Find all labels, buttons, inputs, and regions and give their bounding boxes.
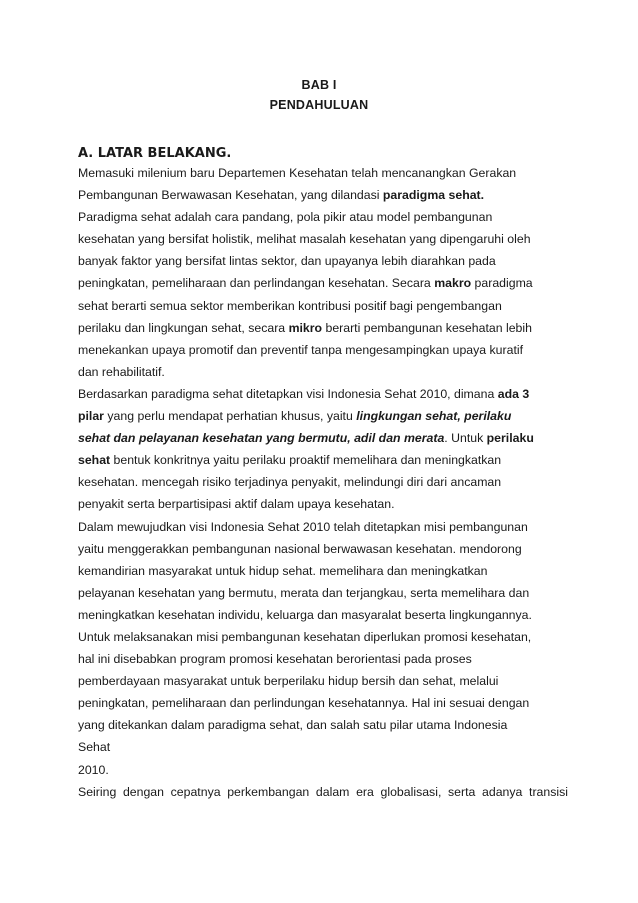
text-line: [78, 560, 568, 582]
text-run: paradigma: [471, 276, 533, 291]
text-run: kemandirian masyarakat untuk hidup sehat. memelihara dan meningkatkan: [78, 563, 488, 578]
text-run: hal ini disebabkan program promosi kesehatan berorientasi pada proses: [78, 652, 472, 667]
text-run: kesehatan. mencegah risiko terjadinya penyakit, melindungi diri dari ancaman: [78, 475, 502, 490]
text-run: Paradigma sehat adalah cara pandang, pola pikir atau model pembangunan: [78, 210, 493, 225]
text-line: [78, 162, 568, 184]
text-line: [78, 361, 568, 383]
text-line: [78, 228, 568, 250]
text-run: Berdasarkan paradigma sehat ditetapkan visi Indonesia Sehat 2010, dimana: [78, 386, 498, 401]
text-line: [78, 626, 568, 648]
text-line: [78, 295, 568, 317]
text-line: [78, 604, 568, 626]
text-run: Sehat: [78, 740, 111, 755]
text-line: [78, 427, 568, 449]
text-run: Untuk melaksanakan misi pembangunan kesehatan diperlukan promosi kesehatan,: [78, 629, 532, 644]
text-line: [78, 692, 568, 714]
text-run: berarti pembangunan kesehatan lebih: [322, 320, 532, 335]
text-line: [78, 471, 568, 493]
text-run: Seiring dengan cepatnya perkembangan dalam era globalisasi, serta adanya transisi: [78, 784, 568, 799]
text-run: meningkatkan kesehatan individu, keluarga dan masyaralat beserta lingkungannya.: [78, 607, 532, 622]
text-run: peningkatan, pemeliharaan dan perlindungan kesehatannya. Hal ini sesuai dengan: [78, 696, 530, 711]
text-run: yaitu menggerakkan pembangunan nasional berwawasan kesehatan. mendorong: [78, 541, 522, 556]
text-line: [78, 493, 568, 515]
text-run: menekankan upaya promotif dan preventif tanpa mengesampingkan upaya kuratif: [78, 342, 524, 357]
text-line: [78, 759, 568, 781]
text-run: yang ditekankan dalam paradigma sehat, dan salah satu pilar utama Indonesia: [78, 718, 508, 733]
text-line: [78, 383, 568, 405]
section-heading: A. LATAR BELAKANG.: [78, 146, 232, 161]
text-run: pemberdayaan masyarakat untuk berperilaku hidup bersih dan sehat, melalui: [78, 674, 499, 689]
emphasized-text: pilar: [78, 409, 104, 424]
emphasized-text: sehat: [78, 453, 111, 468]
text-line: [78, 714, 568, 736]
text-run: Pembangunan Berwawasan Kesehatan, yang dilandasi: [78, 188, 383, 203]
text-line: [78, 405, 568, 427]
emphasized-text: makro: [434, 276, 472, 291]
emphasized-text: perilaku: [486, 431, 534, 446]
emphasized-text: paradigma sehat.: [382, 188, 485, 203]
text-run: pelayanan kesehatan yang bermutu, merata dan terjangkau, serta memelihara dan: [78, 585, 530, 600]
text-line: [78, 736, 568, 758]
text-run: banyak faktor yang bersifat lintas sektor, dan upayanya lebih diarahkan pada: [78, 254, 496, 269]
text-run: 2010.: [78, 762, 109, 777]
text-run: peningkatan, pemeliharaan dan perlindangan kesehatan. Secara: [78, 276, 435, 291]
body-text: [78, 162, 568, 803]
text-run: perilaku dan lingkungan sehat, secara: [78, 320, 289, 335]
text-line: [78, 206, 568, 228]
text-line: [78, 272, 568, 294]
text-run: Memasuki milenium baru Departemen Kesehatan telah mencanangkan Gerakan: [78, 166, 517, 180]
text-run: bentuk konkritnya yaitu perilaku proaktif memelihara dan meningkatkan: [110, 453, 502, 468]
emphasized-text: ada 3: [497, 386, 530, 401]
text-run: kesehatan yang bersifat holistik, melihat masalah kesehatan yang dipengaruhi oleh: [78, 232, 531, 247]
text-run: Dalam mewujudkan visi Indonesia Sehat 2010 telah ditetapkan misi pembangunan: [78, 519, 528, 534]
emphasized-text: sehat dan pelayanan kesehatan yang bermutu, adil dan merata: [78, 431, 445, 446]
text-run: sehat berarti semua sektor memberikan kontribusi positif bagi pengembangan: [78, 298, 502, 313]
text-run: dan rehabilitatif.: [78, 364, 165, 379]
text-line: [78, 449, 568, 471]
chapter-title: PENDAHULUAN: [269, 98, 369, 112]
text-line: [78, 250, 568, 272]
text-line: [78, 648, 568, 670]
text-line: [78, 582, 568, 604]
text-line: [78, 538, 568, 560]
text-line: [78, 339, 568, 361]
text-run: . Untuk: [444, 431, 487, 446]
text-run: penyakit serta berpartisipasi aktif dalam upaya kesehatan.: [78, 497, 395, 512]
emphasized-text: mikro: [288, 320, 323, 335]
text-line: [78, 184, 568, 206]
text-line: [78, 781, 568, 803]
text-line: [78, 516, 568, 538]
text-run: yang perlu mendapat perhatian khusus, yaitu: [103, 409, 357, 424]
emphasized-text: lingkungan sehat, perilaku: [356, 409, 512, 424]
chapter-heading: BAB I: [301, 78, 337, 92]
text-line: [78, 670, 568, 692]
text-line: [78, 317, 568, 339]
